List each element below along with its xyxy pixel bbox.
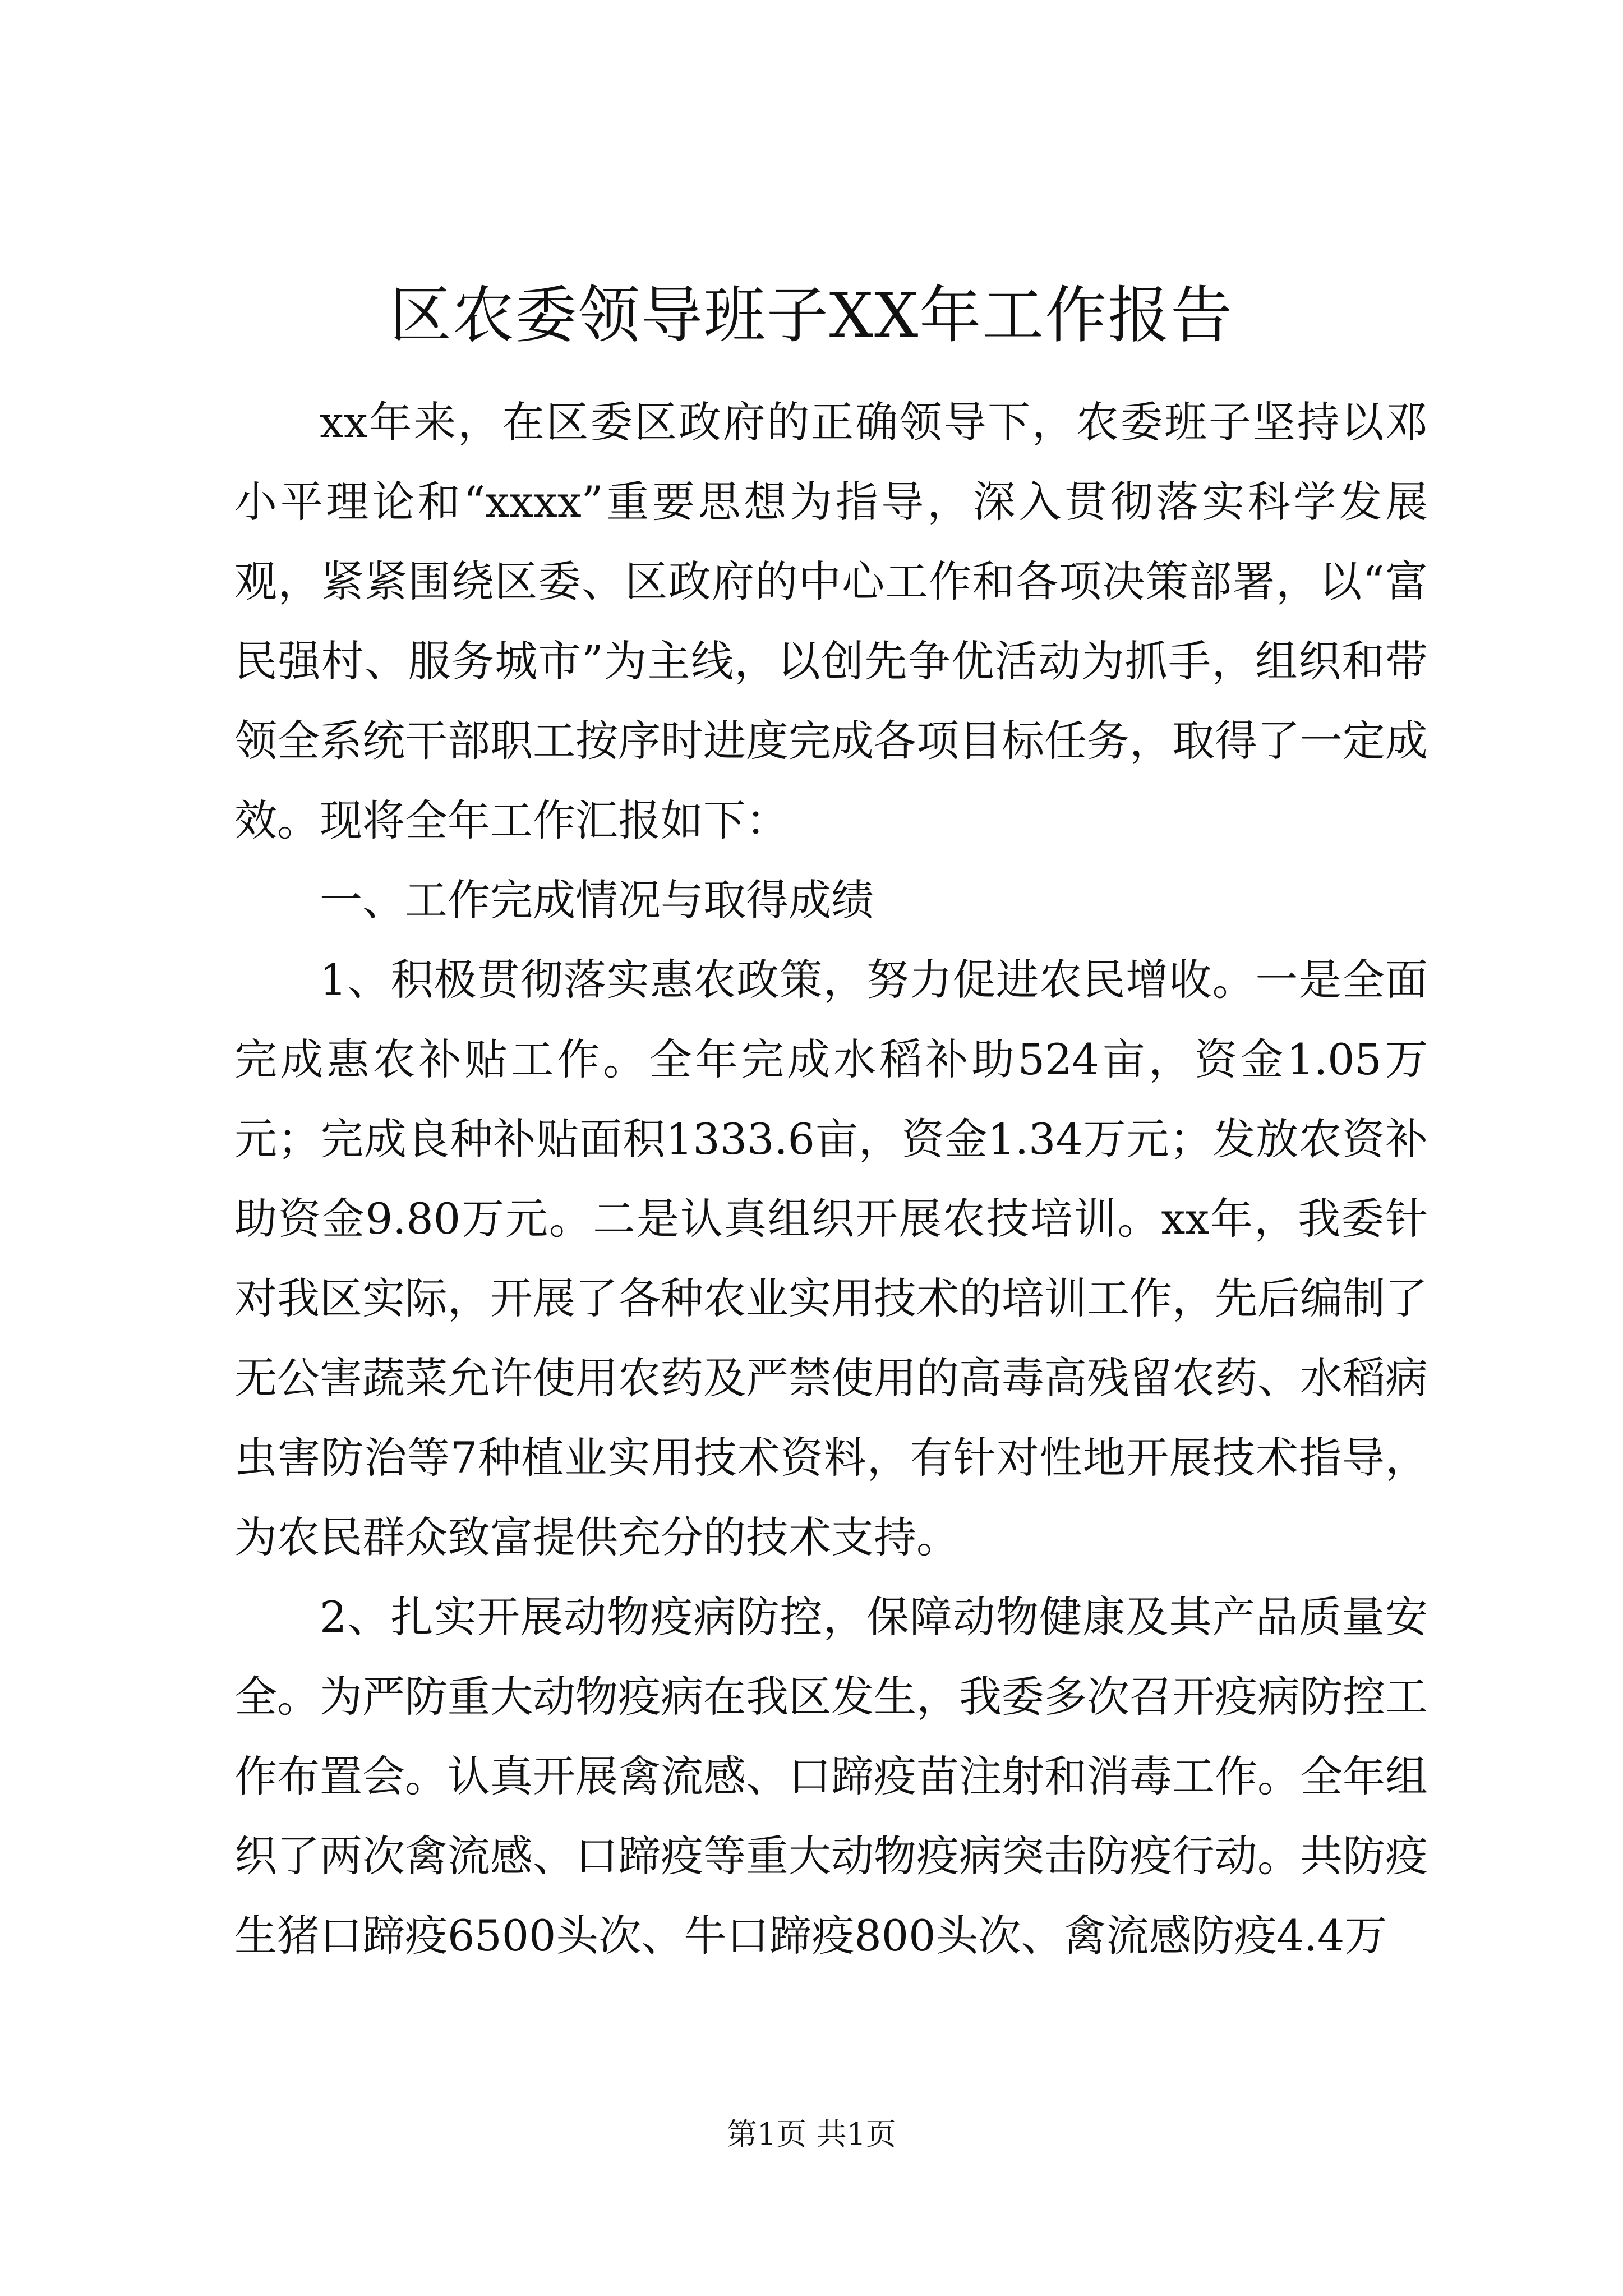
paragraph-intro: xx年来，在区委区政府的正确领导下，农委班子坚持以邓小平理论和“xxxx”重要思想为指导，深入贯彻落实科学发展观，紧紧围绕区委、区政府的中心工作和各项决策部署，以“富民强村、服务城市”为主线，以创先争优活动为抓手，组织和带领全系统干部职工按序时进度完成各项目标任务，取得了一定成效。现将全年工作汇报如下： bbox=[234, 397, 1428, 845]
paragraph-item-1: 1、积极贯彻落实惠农政策，努力促进农民增收。一是全面完成惠农补贴工作。全年完成水稻补助524亩，资金1.05万元；完成良种补贴面积1333.6亩，资金1.34万元；发放农资补助资金9.80万元。二是认真组织开展农技培训。xx年，我委针对我区实际，开展了各种农业实用技术的培训工作，先后编制了无公害蔬菜允许使用农药及严禁使用的高毒高残留农药、水稻病虫害防治等7种植业实用技术资料，有针对性地开展技术指导，为农民群众致富提供充分的技术支持。 bbox=[234, 955, 1428, 1562]
paragraph-item-2: 2、扎实开展动物疫病防控，保障动物健康及其产品质量安全。为严防重大动物疫病在我区发生，我委多次召开疫病防控工作布置会。认真开展禽流感、口蹄疫苗注射和消毒工作。全年组织了两次禽流感、口蹄疫等重大动物疫病突击防疫行动。共防疫生猪口蹄疫6500头次、牛口蹄疫800头次、禽流感防疫4.4万 bbox=[234, 1592, 1428, 1961]
page-footer: 第1页 共1页 bbox=[727, 2116, 896, 2152]
section-heading: 一、工作完成情况与取得成绩 bbox=[320, 875, 874, 925]
document-body bbox=[234, 383, 1428, 1976]
document-title: 区农委领导班子XX年工作报告 bbox=[389, 279, 1234, 351]
